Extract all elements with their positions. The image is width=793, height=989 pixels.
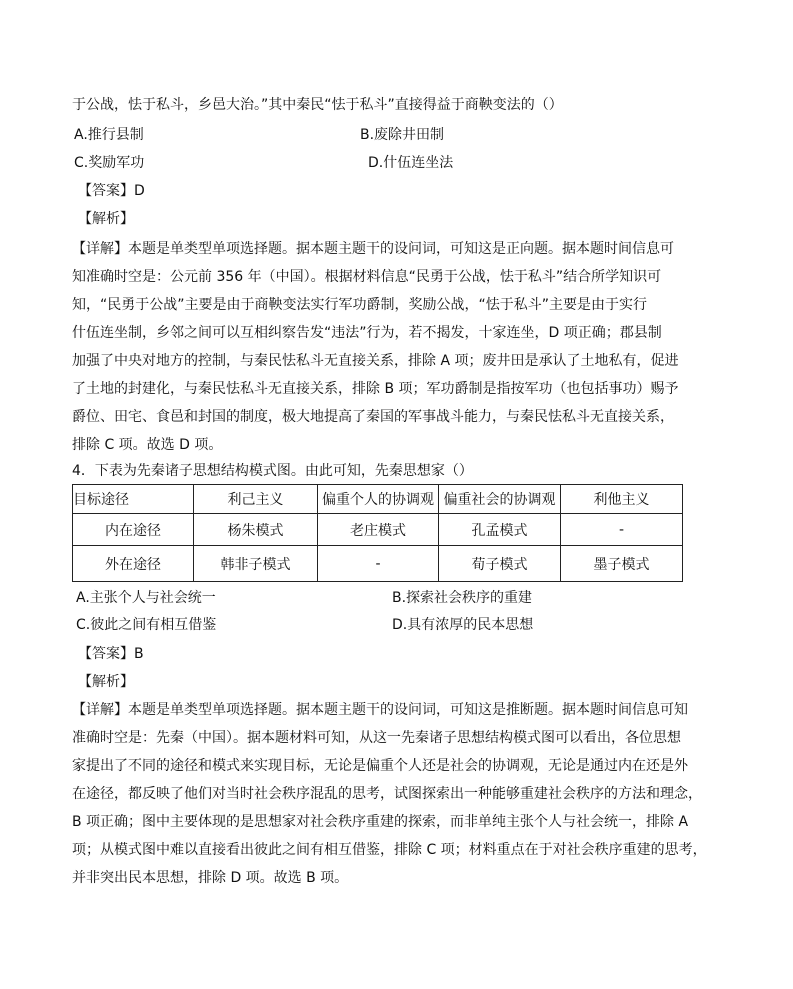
q4-stem: 4．下表为先秦诸子思想结构模式图。由此可知，先秦思想家（） bbox=[72, 463, 473, 479]
q4-analysis-label: 【解析】 bbox=[78, 674, 134, 690]
q4-detail-line: 准确时空是：先秦（中国）。据本题材料可知，从这一先秦诸子思想结构模式图可以看出，各位思想 bbox=[72, 730, 681, 746]
q3-option-a: A.推行县制 bbox=[74, 127, 144, 143]
q4-option-d: D.具有浓厚的民本思想 bbox=[392, 617, 534, 633]
q3-analysis-label: 【解析】 bbox=[78, 211, 134, 227]
table-cell: - bbox=[561, 514, 683, 546]
q3-option-c: C.奖励军功 bbox=[74, 155, 145, 171]
q3-detail-line: 知，“民勇于公战”主要是由于商鞅变法实行军功爵制，奖励公战，“怯于私斗”主要是由于实行 bbox=[72, 297, 648, 313]
thought-structure-table bbox=[72, 484, 683, 582]
q3-detail-line: 爵位、田宅、食邑和封国的制度，极大地提高了秦国的军事战斗能力，与秦民怯私斗无直接关系， bbox=[72, 409, 674, 425]
q3-stem: 于公战，怯于私斗，乡邑大治。”其中秦民“怯于私斗”直接得益于商鞅变法的（） bbox=[72, 97, 563, 113]
table-cell: 内在途径 bbox=[73, 514, 194, 546]
table-cell: - bbox=[318, 546, 439, 582]
q3-answer: 【答案】D bbox=[78, 183, 145, 199]
q3-detail-line: 了土地的封建化，与秦民怯私斗无直接关系，排除 B 项；军功爵制是指按军功（也包括事功）赐予 bbox=[72, 381, 679, 397]
table-cell: 老庄模式 bbox=[318, 514, 439, 546]
q4-option-b: B.探索社会秩序的重建 bbox=[392, 590, 533, 606]
q4-option-a: A.主张个人与社会统一 bbox=[76, 590, 216, 606]
q3-option-d: D.什伍连坐法 bbox=[368, 155, 454, 171]
q4-detail-line: 并非突出民本思想，排除 D 项。故选 B 项。 bbox=[72, 870, 349, 886]
table-header-row bbox=[73, 485, 683, 514]
q3-detail-line: 排除 C 项。故选 D 项。 bbox=[72, 437, 223, 453]
q3-detail-line: 加强了中央对地方的控制，与秦民怯私斗无直接关系，排除 A 项；废井田是承认了土地私有，促进 bbox=[72, 353, 679, 369]
q3-detail-line: 【详解】本题是单类型单项选择题。据本题主题干的设问词，可知这是正向题。据本题时间信息可 bbox=[72, 241, 674, 257]
q4-detail-line: 项；从模式图中难以直接看出彼此之间有相互借鉴，排除 C 项；材料重点在于对社会秩序重建的思考， bbox=[72, 842, 707, 858]
table-cell: 墨子模式 bbox=[561, 546, 683, 582]
table-cell: 荀子模式 bbox=[439, 546, 561, 582]
table-cell: 杨朱模式 bbox=[194, 514, 318, 546]
q4-answer: 【答案】B bbox=[78, 646, 144, 662]
q3-detail-line: 知准确时空是：公元前 356 年（中国）。根据材料信息“民勇于公战，怯于私斗”结合所学知识可 bbox=[72, 269, 662, 285]
table-header-cell: 偏重社会的协调观 bbox=[439, 485, 561, 514]
q4-detail-line: 家提出了不同的途径和模式来实现目标，无论是偏重个人还是社会的协调观，无论是通过内在还是外 bbox=[72, 758, 688, 774]
q4-option-c: C.彼此之间有相互借鉴 bbox=[76, 617, 217, 633]
table-row bbox=[73, 514, 683, 546]
q3-option-b: B.废除井田制 bbox=[360, 127, 445, 143]
table-header-cell: 目标途径 bbox=[73, 485, 194, 514]
table-row bbox=[73, 546, 683, 582]
table-cell: 孔孟模式 bbox=[439, 514, 561, 546]
q4-detail-line: B 项正确；图中主要体现的是思想家对社会秩序重建的探索，而非单纯主张个人与社会统一，排除 A bbox=[72, 814, 689, 830]
table-cell: 外在途径 bbox=[73, 546, 194, 582]
q4-detail-line: 【详解】本题是单类型单项选择题。据本题主题干的设问词，可知这是推断题。据本题时间信息可知 bbox=[72, 702, 688, 718]
table-header-cell: 利己主义 bbox=[194, 485, 318, 514]
q3-detail-line: 什伍连坐制，乡邻之间可以互相纠察告发“违法”行为，若不揭发，十家连坐，D 项正确；郡县制 bbox=[72, 325, 662, 341]
table-header-cell: 利他主义 bbox=[561, 485, 683, 514]
table-header-cell: 偏重个人的协调观 bbox=[318, 485, 439, 514]
table-cell: 韩非子模式 bbox=[194, 546, 318, 582]
q4-detail-line: 在途径，都反映了他们对当时社会秩序混乱的思考，试图探索出一种能够重建社会秩序的方法和理念， bbox=[72, 786, 702, 802]
